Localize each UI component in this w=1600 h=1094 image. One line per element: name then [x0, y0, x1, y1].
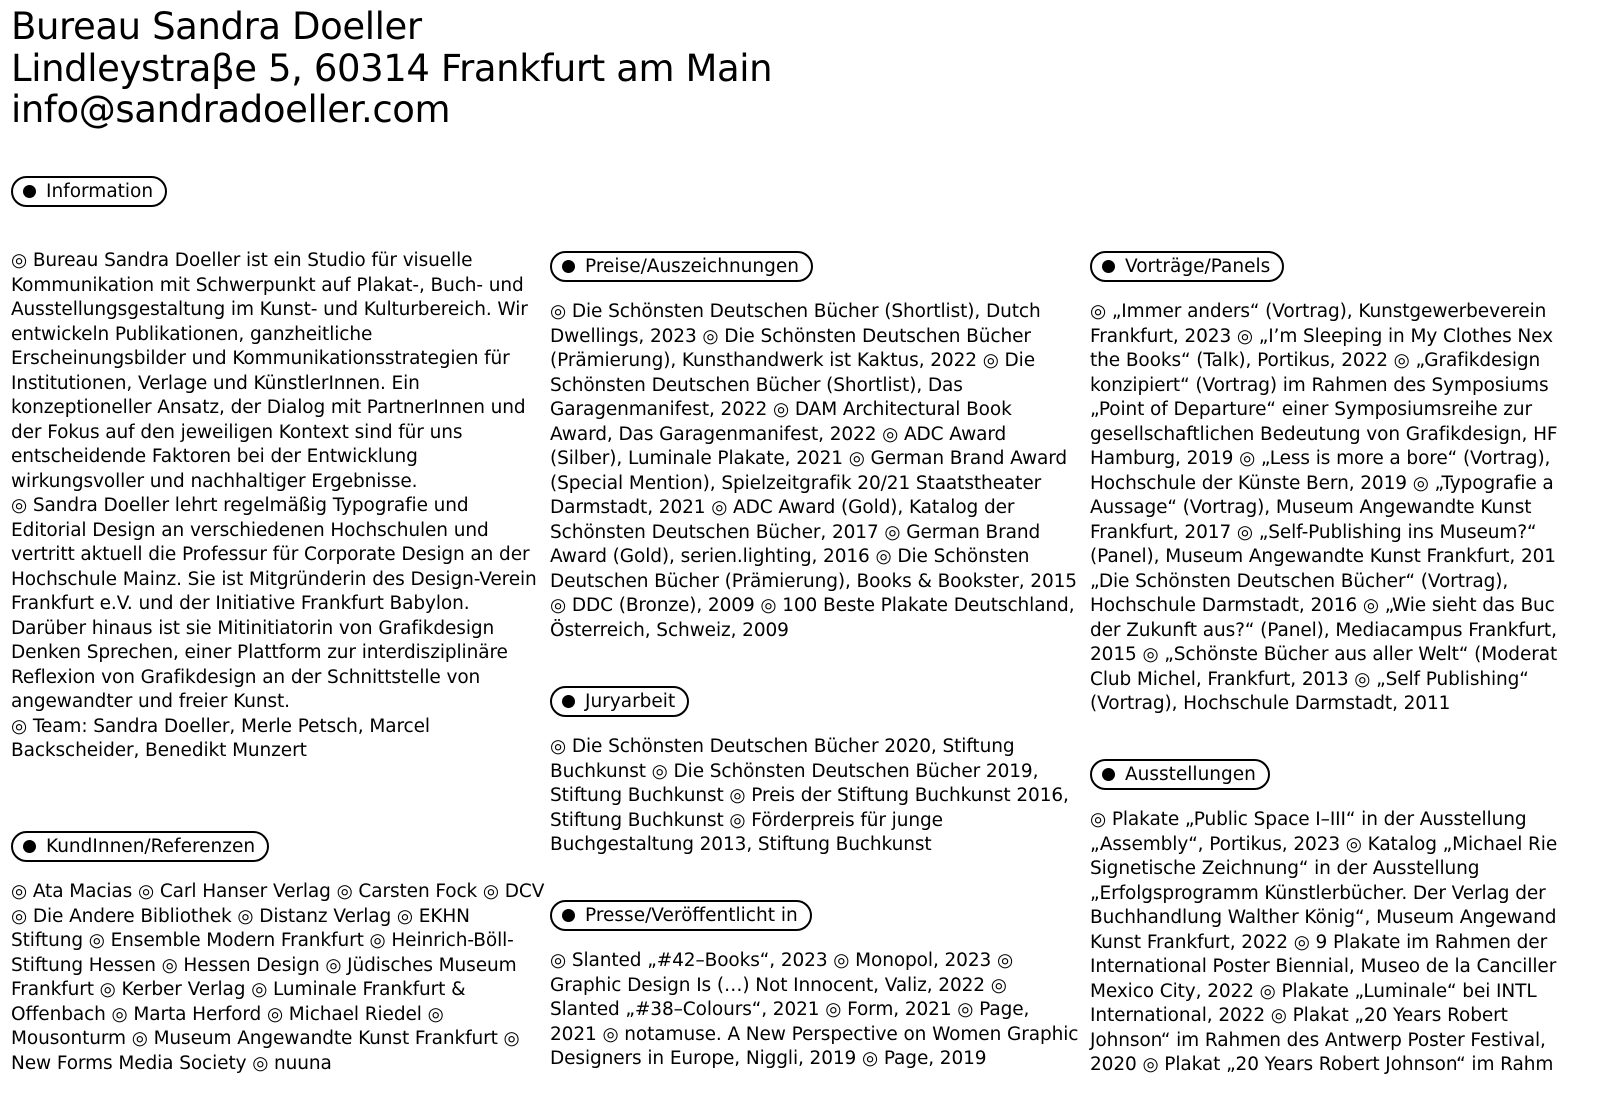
talks-line: Aussage“ (Vortrag), Museum Angewandte Kunst — [1090, 497, 1532, 518]
talks-label: Vorträge/Panels — [1125, 256, 1271, 277]
exhibitions-toggle[interactable] — [1090, 759, 1270, 790]
information-toggle[interactable] — [11, 176, 167, 207]
exhibitions-line: Signetische Zeichnung“ in der Ausstellung — [1090, 858, 1480, 879]
exhibitions-line: „Erfolgsprogramm Künstlerbücher. Der Verlag der — [1090, 882, 1546, 904]
talks-line: Hochschule Darmstadt, 2016 ◎ „Wie sieht das Buc — [1090, 595, 1555, 616]
awards-list: ◎ Die Schönsten Deutschen Bücher (Shortlist), Dutch Dwellings, 2023 ◎ Die Schönsten Deutschen Bücher (Prämierung), Kunsthandwerk ist Kaktus, 2022 ◎ Die Schönsten Deutschen Bücher (Shortlist), Das Garagenmanifest, 2022 ◎ DAM Architectural Book Award, Das Garagenmanifest, 2022 ◎ ADC Award (Silber), Luminale Plakate, 2021 ◎ German Brand Award (Special Mention), Spielzeitgrafik 20/21 Staatstheater Darmstadt, 2021 ◎ ADC Award (Gold), Katalog der Schönsten Deutschen Bücher, 2017 ◎ German Brand Award (Gold), serien.lighting, 2016 ◎ Die Schönsten Deutschen Bücher (Prämierung), Books & Bookster, 2015 ◎ DDC (Bronze), 2009 ◎ 100 Beste Plakate Deutschland, Österreich, Schweiz, 2009 — [550, 301, 1077, 641]
bullet-dot-icon — [562, 260, 575, 273]
talks-toggle[interactable] — [1090, 251, 1284, 282]
exhibitions-text — [1090, 808, 1600, 1078]
talks-line: „Point of Departure“ einer Symposiumsreihe zur — [1090, 399, 1532, 420]
clients-text — [11, 880, 546, 1076]
bullet-dot-icon — [1102, 260, 1115, 273]
exhibitions-line: International Poster Biennial, Museo de la Canciller — [1090, 956, 1557, 977]
studio-email-link[interactable]: info@sandradoeller.com — [11, 88, 451, 131]
exhibitions-line: Kunst Frankfurt, 2022 ◎ 9 Plakate im Rahmen der — [1090, 931, 1548, 953]
jury-toggle[interactable] — [550, 686, 689, 717]
talks-line: (Panel), Museum Angewandte Kunst Frankfurt, 201 — [1090, 546, 1556, 567]
clients-toggle[interactable] — [11, 831, 269, 862]
exhibitions-line: ◎ Plakate „Public Space I–III“ in der Ausstellung — [1090, 809, 1527, 830]
press-label: Presse/Veröffentlicht in — [585, 905, 798, 926]
talks-line: der Zukunft aus?“ (Panel), Mediacampus Frankfurt, — [1090, 619, 1557, 641]
exhibitions-line: 2020 ◎ Plakat „20 Years Robert Johnson“ im Rahm — [1090, 1054, 1554, 1075]
jury-list: ◎ Die Schönsten Deutschen Bücher 2020, Stiftung Buchkunst ◎ Die Schönsten Deutschen Bücher 2019, Stiftung Buchkunst ◎ Preis der Stiftung Buchkunst 2016, Stiftung Buchkunst ◎ Förderpreis für junge Buchgestaltung 2013, Stiftung Buchkunst — [550, 736, 1069, 855]
exhibitions-line: International, 2022 ◎ Plakat „20 Years Robert — [1090, 1005, 1508, 1026]
talks-line: Frankfurt, 2023 ◎ „I’m Sleeping in My Clothes Nex — [1090, 325, 1553, 347]
exhibitions-line: „Assembly“, Portikus, 2023 ◎ Katalog „Michael Rie — [1090, 833, 1558, 855]
exhibitions-line: Johnson“ im Rahmen des Antwerp Poster Festival, — [1090, 1029, 1546, 1051]
talks-line: (Vortrag), Hochschule Darmstadt, 2011 — [1090, 693, 1451, 714]
studio-name[interactable]: Bureau Sandra Doeller — [11, 5, 422, 48]
bullet-dot-icon — [562, 695, 575, 708]
jury-text — [550, 735, 1080, 858]
talks-line: ◎ „Immer anders“ (Vortrag), Kunstgewerbeverein — [1090, 301, 1547, 322]
press-text — [550, 949, 1080, 1072]
site-header — [11, 6, 772, 131]
awards-toggle[interactable] — [550, 251, 813, 282]
information-label: Information — [46, 181, 154, 202]
exhibitions-label: Ausstellungen — [1125, 764, 1256, 785]
information-paragraph: ◎ Sandra Doeller lehrt regelmäßig Typografie und Editorial Design an verschiedenen Hochschulen und vertritt aktuell die Professur für Corporate Design an der Hochschule Mainz. Sie ist Mitgründerin des Design-Verein Frankfurt e.V. und der Initiative Frankfurt Babylon. Darüber hinaus ist sie Mitinitiatorin von Grafikdesign Denken Sprechen, einer Plattform zur interdisziplinäre Reflexion von Grafikdesign an der Schnittstelle von angewandter und freier Kunst. — [11, 495, 537, 712]
clients-label: KundInnen/Referenzen — [46, 836, 256, 857]
information-paragraph: ◎ Bureau Sandra Doeller ist ein Studio für visuelle Kommunikation mit Schwerpunkt auf Plakat-, Buch- und Ausstellungsgestaltung im Kunst- und Kulturbereich. Wir entwickeln Publikationen, ganzheitliche Erscheinungsbilder und Kommunikationsstrategien für Institutionen, Verlage und KünstlerInnen. Ein konzeptioneller Ansatz, der Dialog mit PartnerInnen und der Fokus auf den jeweiligen Kontext sind für uns entscheidende Faktoren bei der Entwicklung wirkungsvoller und nachhaltiger Ergebnisse. — [11, 250, 528, 492]
talks-line: „Die Schönsten Deutschen Bücher“ (Vortrag), — [1090, 570, 1509, 592]
press-toggle[interactable] — [550, 900, 812, 931]
bullet-dot-icon — [23, 185, 36, 198]
awards-label: Preise/Auszeichnungen — [585, 256, 799, 277]
awards-text — [550, 300, 1080, 643]
talks-line: the Books“ (Talk), Portikus, 2022 ◎ „Grafikdesign — [1090, 350, 1541, 371]
talks-text — [1090, 300, 1600, 717]
information-text — [11, 249, 546, 764]
talks-line: Hochschule der Künste Bern, 2019 ◎ „Typografie a — [1090, 472, 1554, 494]
talks-line: Hamburg, 2019 ◎ „Less is more a bore“ (Vortrag), — [1090, 448, 1551, 469]
talks-line: gesellschaftlichen Bedeutung von Grafikdesign, HF — [1090, 423, 1558, 445]
bullet-dot-icon — [23, 840, 36, 853]
clients-list: ◎ Ata Macias ◎ Carl Hanser Verlag ◎ Carsten Fock ◎ DCV ◎ Die Andere Bibliothek ◎ Distanz Verlag ◎ EKHN Stiftung ◎ Ensemble Modern Frankfurt ◎ Heinrich-Böll-Stiftung Hessen ◎ Hessen Design ◎ Jüdisches Museum Frankfurt ◎ Kerber Verlag ◎ Luminale Frankfurt & Offenbach ◎ Marta Herford ◎ Michael Riedel ◎ Mousonturm ◎ Museum Angewandte Kunst Frankfurt ◎ New Forms Media Society ◎ nuuna — [11, 881, 545, 1074]
talks-line: Club Michel, Frankfurt, 2013 ◎ „Self Publishing“ — [1090, 668, 1529, 690]
jury-label: Juryarbeit — [585, 691, 676, 712]
bullet-dot-icon — [1102, 768, 1115, 781]
talks-line: 2015 ◎ „Schönste Bücher aus aller Welt“ (Moderat — [1090, 644, 1558, 665]
exhibitions-line: Mexico City, 2022 ◎ Plakate „Luminale“ bei INTL — [1090, 980, 1537, 1002]
press-list: ◎ Slanted „#42–Books“, 2023 ◎ Monopol, 2023 ◎ Graphic Design Is (…) Not Innocent, Valiz, 2022 ◎ Slanted „#38–Colours“, 2021 ◎ Form, 2021 ◎ Page, 2021 ◎ notamuse. A New Perspective on Women Graphic Designers in Europe, Niggli, 2019 ◎ Page, 2019 — [550, 950, 1079, 1069]
information-paragraph: ◎ Team: Sandra Doeller, Merle Petsch, Marcel Backscheider, Benedikt Munzert — [11, 715, 430, 761]
talks-line: Frankfurt, 2017 ◎ „Self-Publishing ins Museum?“ — [1090, 521, 1537, 543]
talks-line: konzipiert“ (Vortrag) im Rahmen des Symposiums — [1090, 374, 1549, 396]
exhibitions-line: Buchhandlung Walther König“, Museum Angewand — [1090, 907, 1557, 928]
bullet-dot-icon — [562, 909, 575, 922]
studio-address: Lindleystraβe 5, 60314 Frankfurt am Main — [11, 46, 773, 90]
